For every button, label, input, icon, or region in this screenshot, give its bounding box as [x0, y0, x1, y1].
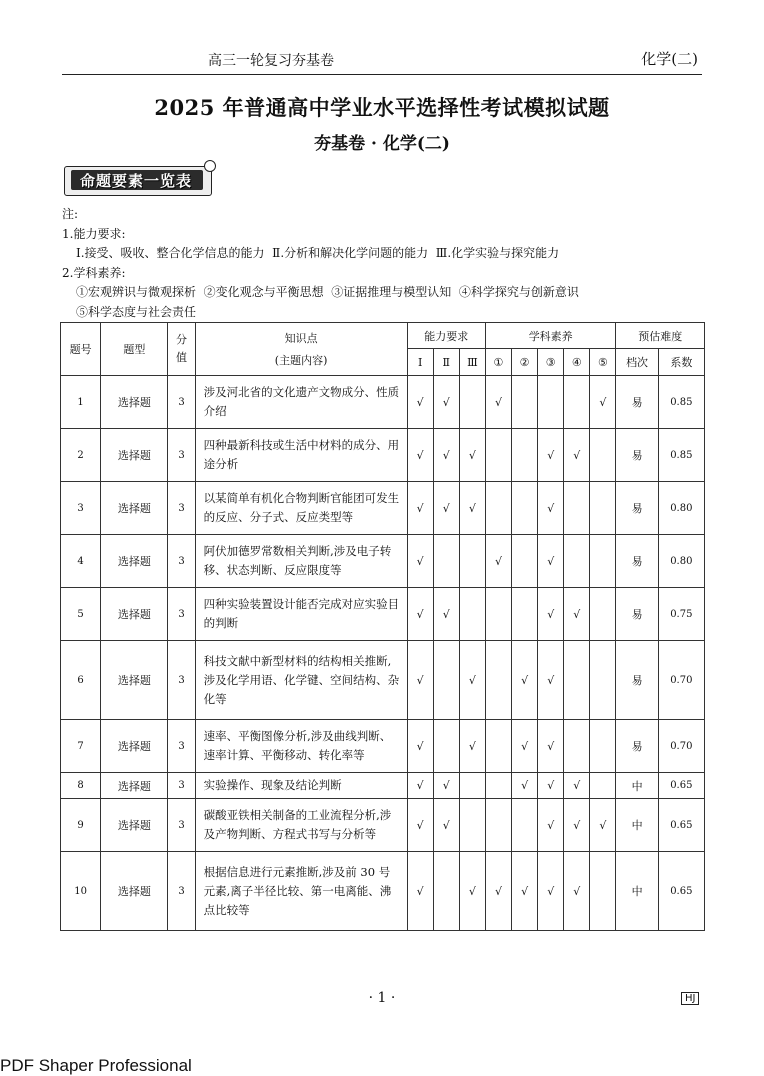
cell-l3: √ — [538, 720, 564, 773]
th-l2: ② — [512, 349, 538, 376]
cell-score: 3 — [168, 482, 195, 535]
literacy-items-2: ⑤科学态度与社会责任 — [76, 304, 197, 319]
cell-a1: √ — [407, 852, 433, 931]
cell-level: 易 — [616, 588, 658, 641]
banner-label: 命题要素一览表 — [80, 172, 193, 190]
cell-l5 — [590, 773, 616, 799]
cell-l1 — [485, 720, 511, 773]
cell-l5 — [590, 482, 616, 535]
th-literacy: 学科素养 — [485, 323, 616, 349]
cell-a2: √ — [433, 588, 459, 641]
th-a2: Ⅱ — [433, 349, 459, 376]
cell-l1: √ — [485, 852, 511, 931]
cell-no: 1 — [61, 376, 101, 429]
cell-l3: √ — [538, 588, 564, 641]
cell-a3: √ — [459, 720, 485, 773]
cell-l4 — [564, 720, 590, 773]
cell-a1: √ — [407, 482, 433, 535]
header-subject: 化学(二) — [641, 50, 698, 68]
cell-level: 易 — [616, 720, 658, 773]
code-badge: HJ — [681, 992, 699, 1005]
cell-type: 选择题 — [101, 852, 168, 931]
cell-knowledge: 涉及河北省的文化遗产文物成分、性质介绍 — [195, 376, 407, 429]
cell-level: 易 — [616, 429, 658, 482]
th-a3: Ⅲ — [459, 349, 485, 376]
cell-l2 — [512, 429, 538, 482]
cell-a3 — [459, 535, 485, 588]
cell-no: 6 — [61, 641, 101, 720]
cell-l1 — [485, 588, 511, 641]
ability-title: 1.能力要求: — [62, 226, 126, 241]
cell-coef: 0.80 — [658, 535, 704, 588]
cell-coef: 0.75 — [658, 588, 704, 641]
table-row — [61, 376, 705, 429]
cell-knowledge: 速率、平衡图像分析,涉及曲线判断、速率计算、平衡移动、转化率等 — [195, 720, 407, 773]
page-number: · 1 · — [368, 990, 396, 1006]
table-row — [61, 852, 705, 931]
cell-coef: 0.80 — [658, 482, 704, 535]
cell-score: 3 — [168, 376, 195, 429]
cell-no: 5 — [61, 588, 101, 641]
cell-knowledge: 根据信息进行元素推断,涉及前 30 号元素,离子半径比较、第一电离能、沸点比较等 — [195, 852, 407, 931]
cell-no: 9 — [61, 799, 101, 852]
cell-score: 3 — [168, 535, 195, 588]
th-a1: Ⅰ — [407, 349, 433, 376]
cell-type: 选择题 — [101, 588, 168, 641]
table-row — [61, 720, 705, 773]
cell-l5 — [590, 429, 616, 482]
ability-items: Ⅰ.接受、吸收、整合化学信息的能力 Ⅱ.分析和解决化学问题的能力 Ⅲ.化学实验与探究能力 — [76, 246, 560, 260]
cell-l2 — [512, 376, 538, 429]
cell-no: 10 — [61, 852, 101, 931]
cell-l5 — [590, 852, 616, 931]
cell-l2 — [512, 535, 538, 588]
th-l4: ④ — [564, 349, 590, 376]
cell-l5 — [590, 535, 616, 588]
cell-l2: √ — [512, 852, 538, 931]
notes-head: 注: — [62, 207, 79, 221]
cell-a3: √ — [459, 429, 485, 482]
table-row — [61, 588, 705, 641]
cell-score: 3 — [168, 799, 195, 852]
scroll-curl-icon — [204, 160, 216, 172]
cell-no: 3 — [61, 482, 101, 535]
cell-level: 易 — [616, 535, 658, 588]
cell-knowledge: 阿伏加德罗常数相关判断,涉及电子转移、状态判断、反应限度等 — [195, 535, 407, 588]
cell-knowledge: 四种实验装置设计能否完成对应实验目的判断 — [195, 588, 407, 641]
cell-a1: √ — [407, 720, 433, 773]
cell-score: 3 — [168, 773, 195, 799]
cell-l5: √ — [590, 799, 616, 852]
cell-a1: √ — [407, 535, 433, 588]
cell-no: 2 — [61, 429, 101, 482]
cell-l5 — [590, 641, 616, 720]
cell-type: 选择题 — [101, 641, 168, 720]
cell-a1: √ — [407, 773, 433, 799]
cell-knowledge: 碳酸亚铁相关制备的工业流程分析,涉及产物判断、方程式书写与分析等 — [195, 799, 407, 852]
cell-coef: 0.70 — [658, 641, 704, 720]
cell-a2 — [433, 852, 459, 931]
cell-l3: √ — [538, 641, 564, 720]
watermark: PDF Shaper Professional — [0, 1056, 192, 1075]
cell-knowledge: 四种最新科技或生活中材料的成分、用途分析 — [195, 429, 407, 482]
th-knowledge: 知识点 (主题内容) — [195, 323, 407, 376]
header-series: 高三一轮复习夯基卷 — [208, 53, 334, 69]
th-type: 题型 — [101, 323, 168, 376]
cell-l1 — [485, 799, 511, 852]
cell-score: 3 — [168, 429, 195, 482]
th-l3: ③ — [538, 349, 564, 376]
cell-a1: √ — [407, 429, 433, 482]
cell-type: 选择题 — [101, 773, 168, 799]
table-row — [61, 773, 705, 799]
cell-l2 — [512, 799, 538, 852]
page-title: 2025 年普通高中学业水平选择性考试模拟试题 — [154, 95, 610, 120]
cell-l4 — [564, 482, 590, 535]
cell-level: 中 — [616, 852, 658, 931]
cell-a3 — [459, 588, 485, 641]
cell-l4 — [564, 535, 590, 588]
th-ability: 能力要求 — [407, 323, 485, 349]
cell-l3: √ — [538, 852, 564, 931]
cell-l3: √ — [538, 799, 564, 852]
cell-a1: √ — [407, 588, 433, 641]
cell-l1 — [485, 641, 511, 720]
cell-knowledge: 实验操作、现象及结论判断 — [195, 773, 407, 799]
cell-type: 选择题 — [101, 376, 168, 429]
cell-l1 — [485, 482, 511, 535]
cell-a2: √ — [433, 799, 459, 852]
cell-a3: √ — [459, 641, 485, 720]
cell-a3 — [459, 376, 485, 429]
notes-section — [62, 205, 579, 322]
cell-level: 中 — [616, 773, 658, 799]
cell-l4: √ — [564, 588, 590, 641]
cell-l5 — [590, 720, 616, 773]
cell-level: 易 — [616, 482, 658, 535]
cell-l4: √ — [564, 429, 590, 482]
th-difficulty: 预估难度 — [616, 323, 705, 349]
cell-l3: √ — [538, 482, 564, 535]
cell-a2: √ — [433, 376, 459, 429]
cell-no: 8 — [61, 773, 101, 799]
running-header — [62, 46, 702, 75]
cell-l1: √ — [485, 376, 511, 429]
cell-knowledge: 以某简单有机化合物判断官能团可发生的反应、分子式、反应类型等 — [195, 482, 407, 535]
cell-type: 选择题 — [101, 429, 168, 482]
cell-a2: √ — [433, 773, 459, 799]
cell-l2: √ — [512, 641, 538, 720]
th-score: 分值 — [168, 323, 195, 376]
cell-a3 — [459, 799, 485, 852]
cell-a2: √ — [433, 482, 459, 535]
cell-l4 — [564, 641, 590, 720]
cell-coef: 0.65 — [658, 773, 704, 799]
table-row — [61, 799, 705, 852]
cell-l5 — [590, 588, 616, 641]
table-row — [61, 641, 705, 720]
cell-coef: 0.65 — [658, 852, 704, 931]
cell-l2: √ — [512, 773, 538, 799]
cell-l1: √ — [485, 535, 511, 588]
table-row — [61, 482, 705, 535]
cell-l2 — [512, 588, 538, 641]
page-subtitle: 夯基卷 · 化学(二) — [314, 134, 450, 154]
cell-a2: √ — [433, 429, 459, 482]
cell-score: 3 — [168, 588, 195, 641]
cell-knowledge: 科技文献中新型材料的结构相关推断,涉及化学用语、化学键、空间结构、杂化等 — [195, 641, 407, 720]
th-level: 档次 — [616, 349, 658, 376]
cell-level: 易 — [616, 641, 658, 720]
cell-score: 3 — [168, 641, 195, 720]
cell-a2 — [433, 535, 459, 588]
cell-l2 — [512, 482, 538, 535]
cell-a1: √ — [407, 641, 433, 720]
cell-a2 — [433, 720, 459, 773]
cell-l3 — [538, 376, 564, 429]
th-no: 题号 — [61, 323, 101, 376]
cell-a3: √ — [459, 852, 485, 931]
cell-l4: √ — [564, 799, 590, 852]
cell-type: 选择题 — [101, 482, 168, 535]
cell-score: 3 — [168, 852, 195, 931]
th-l1: ① — [485, 349, 511, 376]
cell-type: 选择题 — [101, 535, 168, 588]
cell-type: 选择题 — [101, 799, 168, 852]
cell-coef: 0.85 — [658, 376, 704, 429]
cell-level: 中 — [616, 799, 658, 852]
literacy-items-1: ①宏观辨识与微观探析 ②变化观念与平衡思想 ③证据推理与模型认知 ④科学探究与创新意识 — [76, 285, 579, 299]
cell-l5: √ — [590, 376, 616, 429]
cell-a3 — [459, 773, 485, 799]
cell-l3: √ — [538, 535, 564, 588]
cell-l3: √ — [538, 773, 564, 799]
cell-a2 — [433, 641, 459, 720]
cell-l1 — [485, 773, 511, 799]
cell-a1: √ — [407, 376, 433, 429]
cell-l4: √ — [564, 773, 590, 799]
cell-l1 — [485, 429, 511, 482]
table-row — [61, 535, 705, 588]
th-l5: ⑤ — [590, 349, 616, 376]
elements-table — [60, 322, 705, 931]
cell-l4: √ — [564, 852, 590, 931]
cell-a1: √ — [407, 799, 433, 852]
cell-no: 7 — [61, 720, 101, 773]
cell-a3: √ — [459, 482, 485, 535]
cell-coef: 0.85 — [658, 429, 704, 482]
cell-level: 易 — [616, 376, 658, 429]
section-banner — [64, 160, 214, 196]
cell-no: 4 — [61, 535, 101, 588]
cell-type: 选择题 — [101, 720, 168, 773]
cell-l2: √ — [512, 720, 538, 773]
table-row — [61, 429, 705, 482]
cell-l4 — [564, 376, 590, 429]
literacy-title: 2.学科素养: — [62, 265, 126, 280]
cell-coef: 0.65 — [658, 799, 704, 852]
th-coef: 系数 — [658, 349, 704, 376]
table-body — [61, 376, 705, 931]
cell-coef: 0.70 — [658, 720, 704, 773]
cell-score: 3 — [168, 720, 195, 773]
cell-l3: √ — [538, 429, 564, 482]
